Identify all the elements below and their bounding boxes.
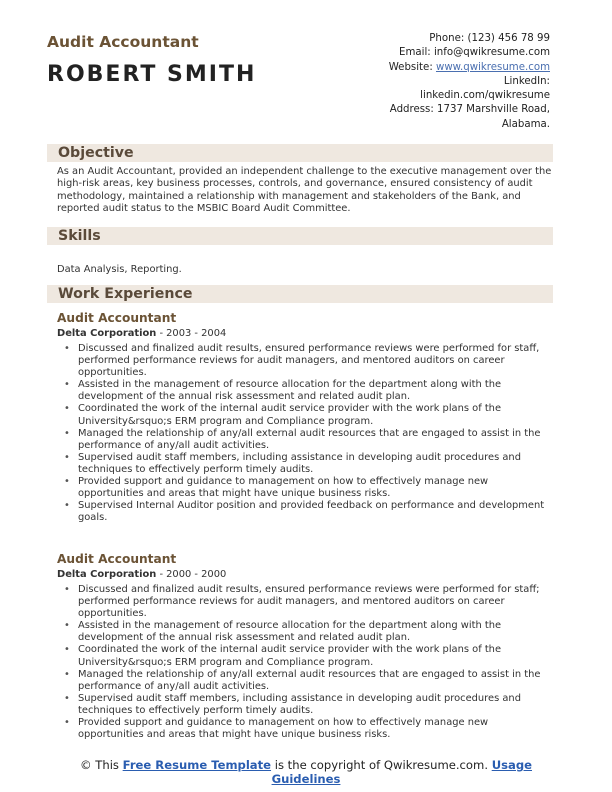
job-company-line [57,569,553,581]
job-bullet: • Coordinated the work of the internal audit service provider with the work plans of the University&rsquo;s ERM program and Compliance program. [57,403,553,427]
contact-phone: Phone: (123) 456 78 99 [429,33,550,44]
job-company: Delta Corporation [57,328,157,339]
job-bullet: • Supervised audit staff members, including assistance in developing audit procedures and techniques to effectively perform timely audits. [57,693,553,717]
section-title-work-experience: Work Experience [58,286,193,302]
contact-block [290,32,550,132]
contact-website [290,61,550,75]
contact-linkedin-label: LinkedIn: [503,75,550,87]
job-bullet: • Assisted in the management of resource allocation for the department along with the development of the annual risk assessment and related audit plan. [57,379,553,403]
objective-text: As an Audit Accountant, provided an independent challenge to the executive management over the high-risk areas, key business processes, controls, and governance, ensured consistency of audit methodology, maintained a relationship with management and stakeholders of the Bank, and reported audit status to the MSBIC Board Audit Committee. [57,166,552,214]
section-header-work-experience [47,285,553,303]
job-role: Audit Accountant [57,552,177,566]
section-title-skills: Skills [58,228,101,244]
contact-linkedin-value: linkedin.com/qwikresume [420,90,550,102]
section-header-objective [47,144,553,162]
job-company-line [57,328,553,340]
section-header-skills [47,227,553,245]
contact-address-line2: Alabama. [501,118,550,130]
job-company: Delta Corporation [57,569,157,580]
website-label: Website: [388,61,436,73]
job-bullet: • Provided support and guidance to management on how to effectively manage new opportunities and areas that might have unique business risks. [57,476,553,500]
job-bullet: • Supervised audit staff members, including assistance in developing audit procedures and techniques to effectively perform timely audits. [57,452,553,476]
job-bullet: • Managed the relationship of any/all external audit resources that are engaged to assist in the performance of any/all audit activities. [57,669,553,693]
resume-job-title: Audit Accountant [47,33,199,51]
footer-middle: is the copyright of Qwikresume.com. [271,758,492,772]
job-entry [57,311,553,524]
job-bullets [57,584,553,741]
job-bullet: • Supervised Internal Auditor position and provided feedback on performance and development goals. [57,500,553,524]
job-entry [57,552,553,741]
contact-email: Email: info@qwikresume.com [399,47,550,59]
contact-address-line1: Address: 1737 Marshville Road, [389,104,550,116]
job-dates: - 2003 - 2004 [156,328,227,339]
candidate-name: ROBERT SMITH [47,62,257,87]
footer-prefix: © This [79,758,123,772]
job-role: Audit Accountant [57,311,177,325]
section-title-objective: Objective [58,145,134,161]
job-bullets [57,343,553,524]
job-bullet: • Assisted in the management of resource allocation for the department along with the development of the annual risk assessment and related audit plan. [57,620,553,644]
job-bullet: • Discussed and finalized audit results, ensured performance reviews were performed for staff, performed performance reviews for audit managers, and mentored auditors on career opportunities. [57,343,553,379]
skills-text: Data Analysis, Reporting. [57,264,182,275]
job-dates: - 2000 - 2000 [156,569,227,580]
job-bullet: • Discussed and finalized audit results, ensured performance reviews were performed for staff; performed performance reviews for audit managers, and mentored auditors on career opportunities. [57,584,553,620]
job-bullet: • Provided support and guidance to management on how to effectively manage new opportunities and areas that might have unique business risks. [57,717,553,741]
job-bullet: • Managed the relationship of any/all external audit resources that are engaged to assist in the performance of any/all audit activities. [57,428,553,452]
free-resume-template-link[interactable]: Free Resume Template [122,758,272,772]
job-bullet: • Coordinated the work of the internal audit service provider with the work plans of the University&rsquo;s ERM program and Compliance program. [57,644,553,668]
footer-copyright [0,758,612,786]
usage-guidelines-link[interactable]: Usage Guidelines [271,758,532,786]
website-link[interactable]: www.qwikresume.com [435,61,550,73]
